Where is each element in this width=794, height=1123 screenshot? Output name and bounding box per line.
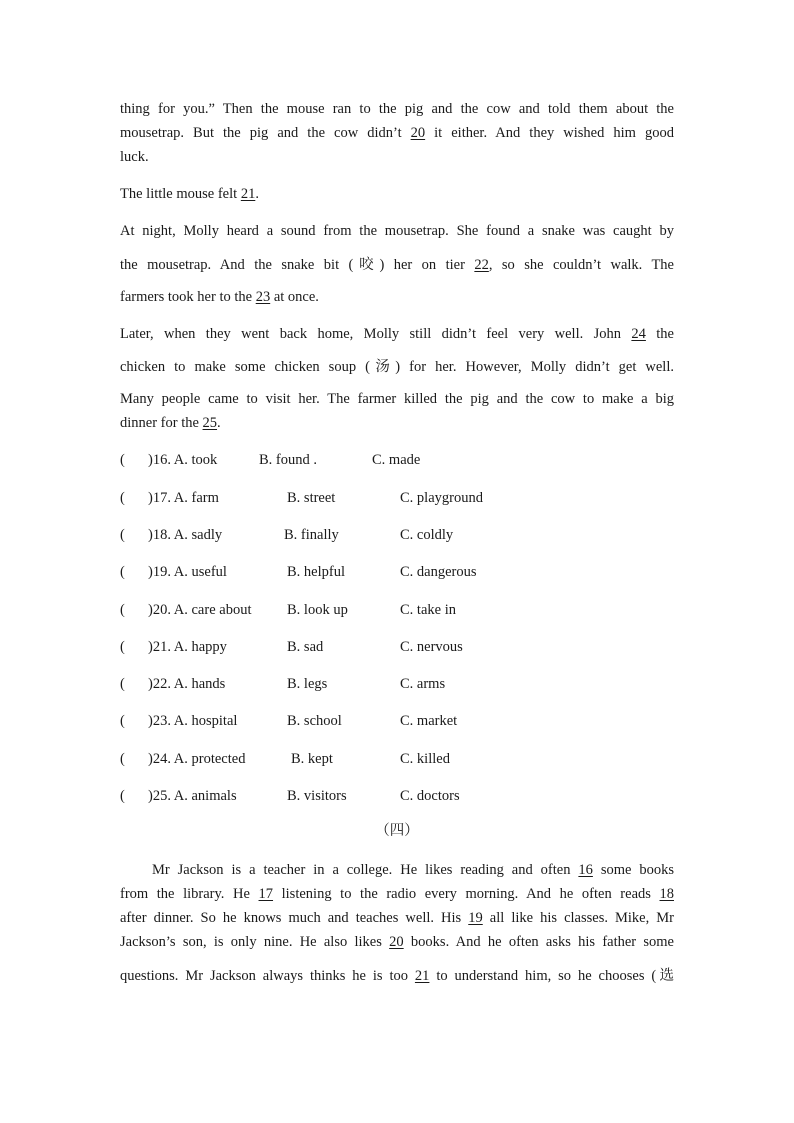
passage-line: after dinner. So he knows much and teaches well. His 19 all like his classes. Mike, Mr xyxy=(120,910,674,926)
passage-line: dinner for the 25. xyxy=(120,415,221,431)
section-heading: （四） xyxy=(375,823,419,839)
passage-line: Many people came to visit her. The farmer killed the pig and the cow to make a big xyxy=(120,391,674,407)
passage-line: At night, Molly heard a sound from the mousetrap. She found a snake was caught by xyxy=(120,223,674,239)
passage-line: the mousetrap. And the snake bit (咬) her on tier 22, so she couldn’t walk. The xyxy=(120,257,674,273)
blank-20: 20 xyxy=(410,125,426,141)
passage-line: Mr Jackson is a teacher in a college. He likes reading and often 16 some books xyxy=(152,862,675,878)
question-17: ( )17. A. farm B. street C. playground xyxy=(120,490,483,506)
passage-line: luck. xyxy=(120,149,149,165)
passage-line: thing for you.” Then the mouse ran to the pig and the cow and told them about the xyxy=(120,101,674,117)
question-23: ( )23. A. hospital B. school C. market xyxy=(120,713,458,729)
blank-18: 18 xyxy=(659,886,674,902)
question-16: ( )16. A. took B. found . C. made xyxy=(120,452,421,468)
blank-20b: 20 xyxy=(389,934,404,950)
question-22: ( )22. A. hands B. legs C. arms xyxy=(120,676,446,692)
blank-23: 23 xyxy=(255,289,271,305)
passage-line: from the library. He 17 listening to the radio every morning. And he often reads 18 xyxy=(120,886,674,902)
blank-19: 19 xyxy=(468,910,483,926)
blank-25: 25 xyxy=(202,415,218,431)
question-21: ( )21. A. happy B. sad C. nervous xyxy=(120,639,463,655)
blank-22: 22 xyxy=(474,257,489,273)
passage-line: The little mouse felt 21. xyxy=(120,186,259,202)
blank-21b: 21 xyxy=(414,968,430,984)
passage-line: farmers took her to the 23 at once. xyxy=(120,289,319,305)
blank-16: 16 xyxy=(578,862,593,878)
passage-line: mousetrap. But the pig and the cow didn’t 20 it either. And they wished him good xyxy=(120,125,674,141)
question-25: ( )25. A. animals B. visitors C. doctors xyxy=(120,788,460,804)
passage-line: Jackson’s son, is only nine. He also likes 20 books. And he often asks his father some xyxy=(120,934,674,950)
question-24: ( )24. A. protected B. kept C. killed xyxy=(120,751,450,767)
passage-line: questions. Mr Jackson always thinks he is too 21 to understand him, so he chooses (选 xyxy=(120,968,674,984)
blank-21: 21 xyxy=(240,186,256,202)
blank-17: 17 xyxy=(258,886,274,902)
question-18: ( )18. A. sadly B. finally C. coldly xyxy=(120,527,454,543)
passage-line: Later, when they went back home, Molly still didn’t feel very well. John 24 the xyxy=(120,326,674,342)
passage-line: chicken to make some chicken soup (汤) for her. However, Molly didn’t get well. xyxy=(120,359,674,375)
question-19: ( )19. A. useful B. helpful C. dangerous xyxy=(120,564,477,580)
question-20: ( )20. A. care about B. look up C. take in xyxy=(120,602,456,618)
blank-24: 24 xyxy=(631,326,646,342)
